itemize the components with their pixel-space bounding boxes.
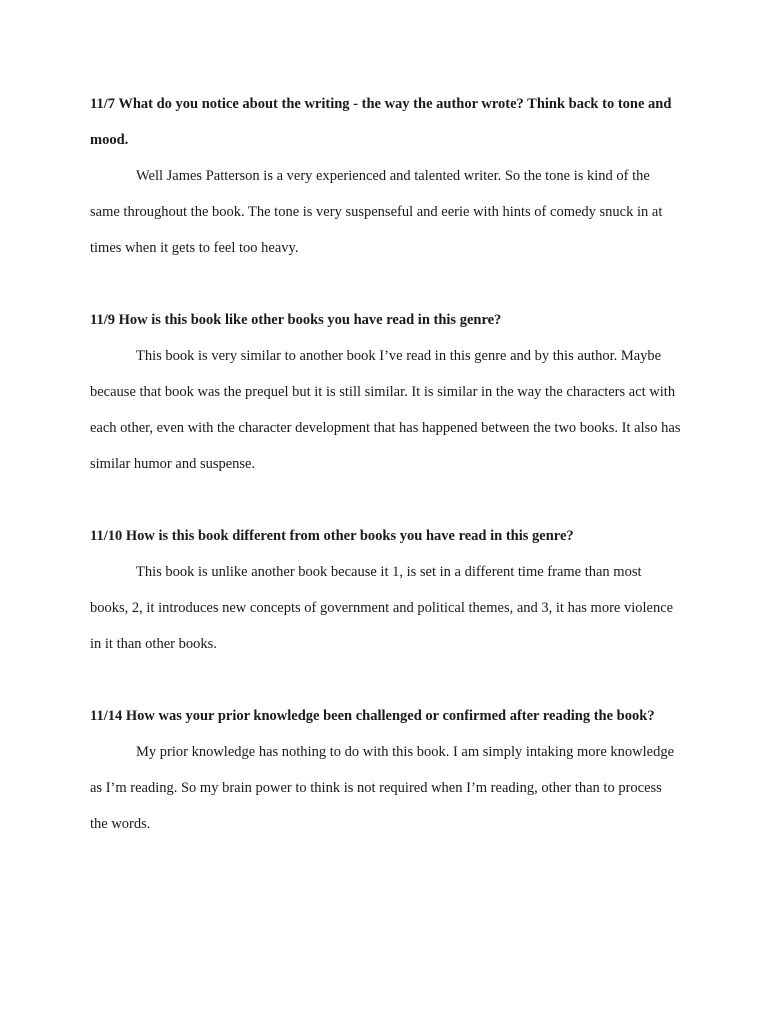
answer-paragraph: This book is unlike another book because it 1, is set in a different time frame than most books, 2, it introduces new concepts of government and political themes, and 3, it has more violence in it than other books. [90, 564, 674, 652]
section-gap [90, 266, 682, 302]
question-heading: 11/9 How is this book like other books you have read in this genre? [90, 312, 502, 328]
document-body [90, 86, 682, 842]
section-gap [90, 482, 682, 518]
question-heading: 11/10 How is this book different from other books you have read in this genre? [90, 528, 574, 544]
section-gap [90, 662, 682, 698]
question-heading: 11/7 What do you notice about the writing - the way the author wrote? Think back to tone and mood. [90, 96, 672, 148]
entry-11-14 [90, 698, 682, 842]
answer-paragraph: My prior knowledge has nothing to do with this book. I am simply intaking more knowledge as I’m reading. So my brain power to think is not required when I’m reading, other than to process the words. [90, 744, 675, 832]
entry-11-7 [90, 86, 682, 266]
entry-11-10 [90, 518, 682, 662]
answer-paragraph: Well James Patterson is a very experienced and talented writer. So the tone is kind of the same throughout the book. The tone is very suspenseful and eerie with hints of comedy snuck in at times when it gets to feel too heavy. [90, 168, 663, 256]
entry-11-9 [90, 302, 682, 482]
answer-paragraph: This book is very similar to another book I’ve read in this genre and by this author. Maybe because that book was the prequel but it is still similar. It is similar in the way the characters act with each other, even with the character development that has happened between the two books. It also has similar humor and suspense. [90, 348, 681, 472]
question-heading: 11/14 How was your prior knowledge been challenged or confirmed after reading the book? [90, 708, 655, 724]
